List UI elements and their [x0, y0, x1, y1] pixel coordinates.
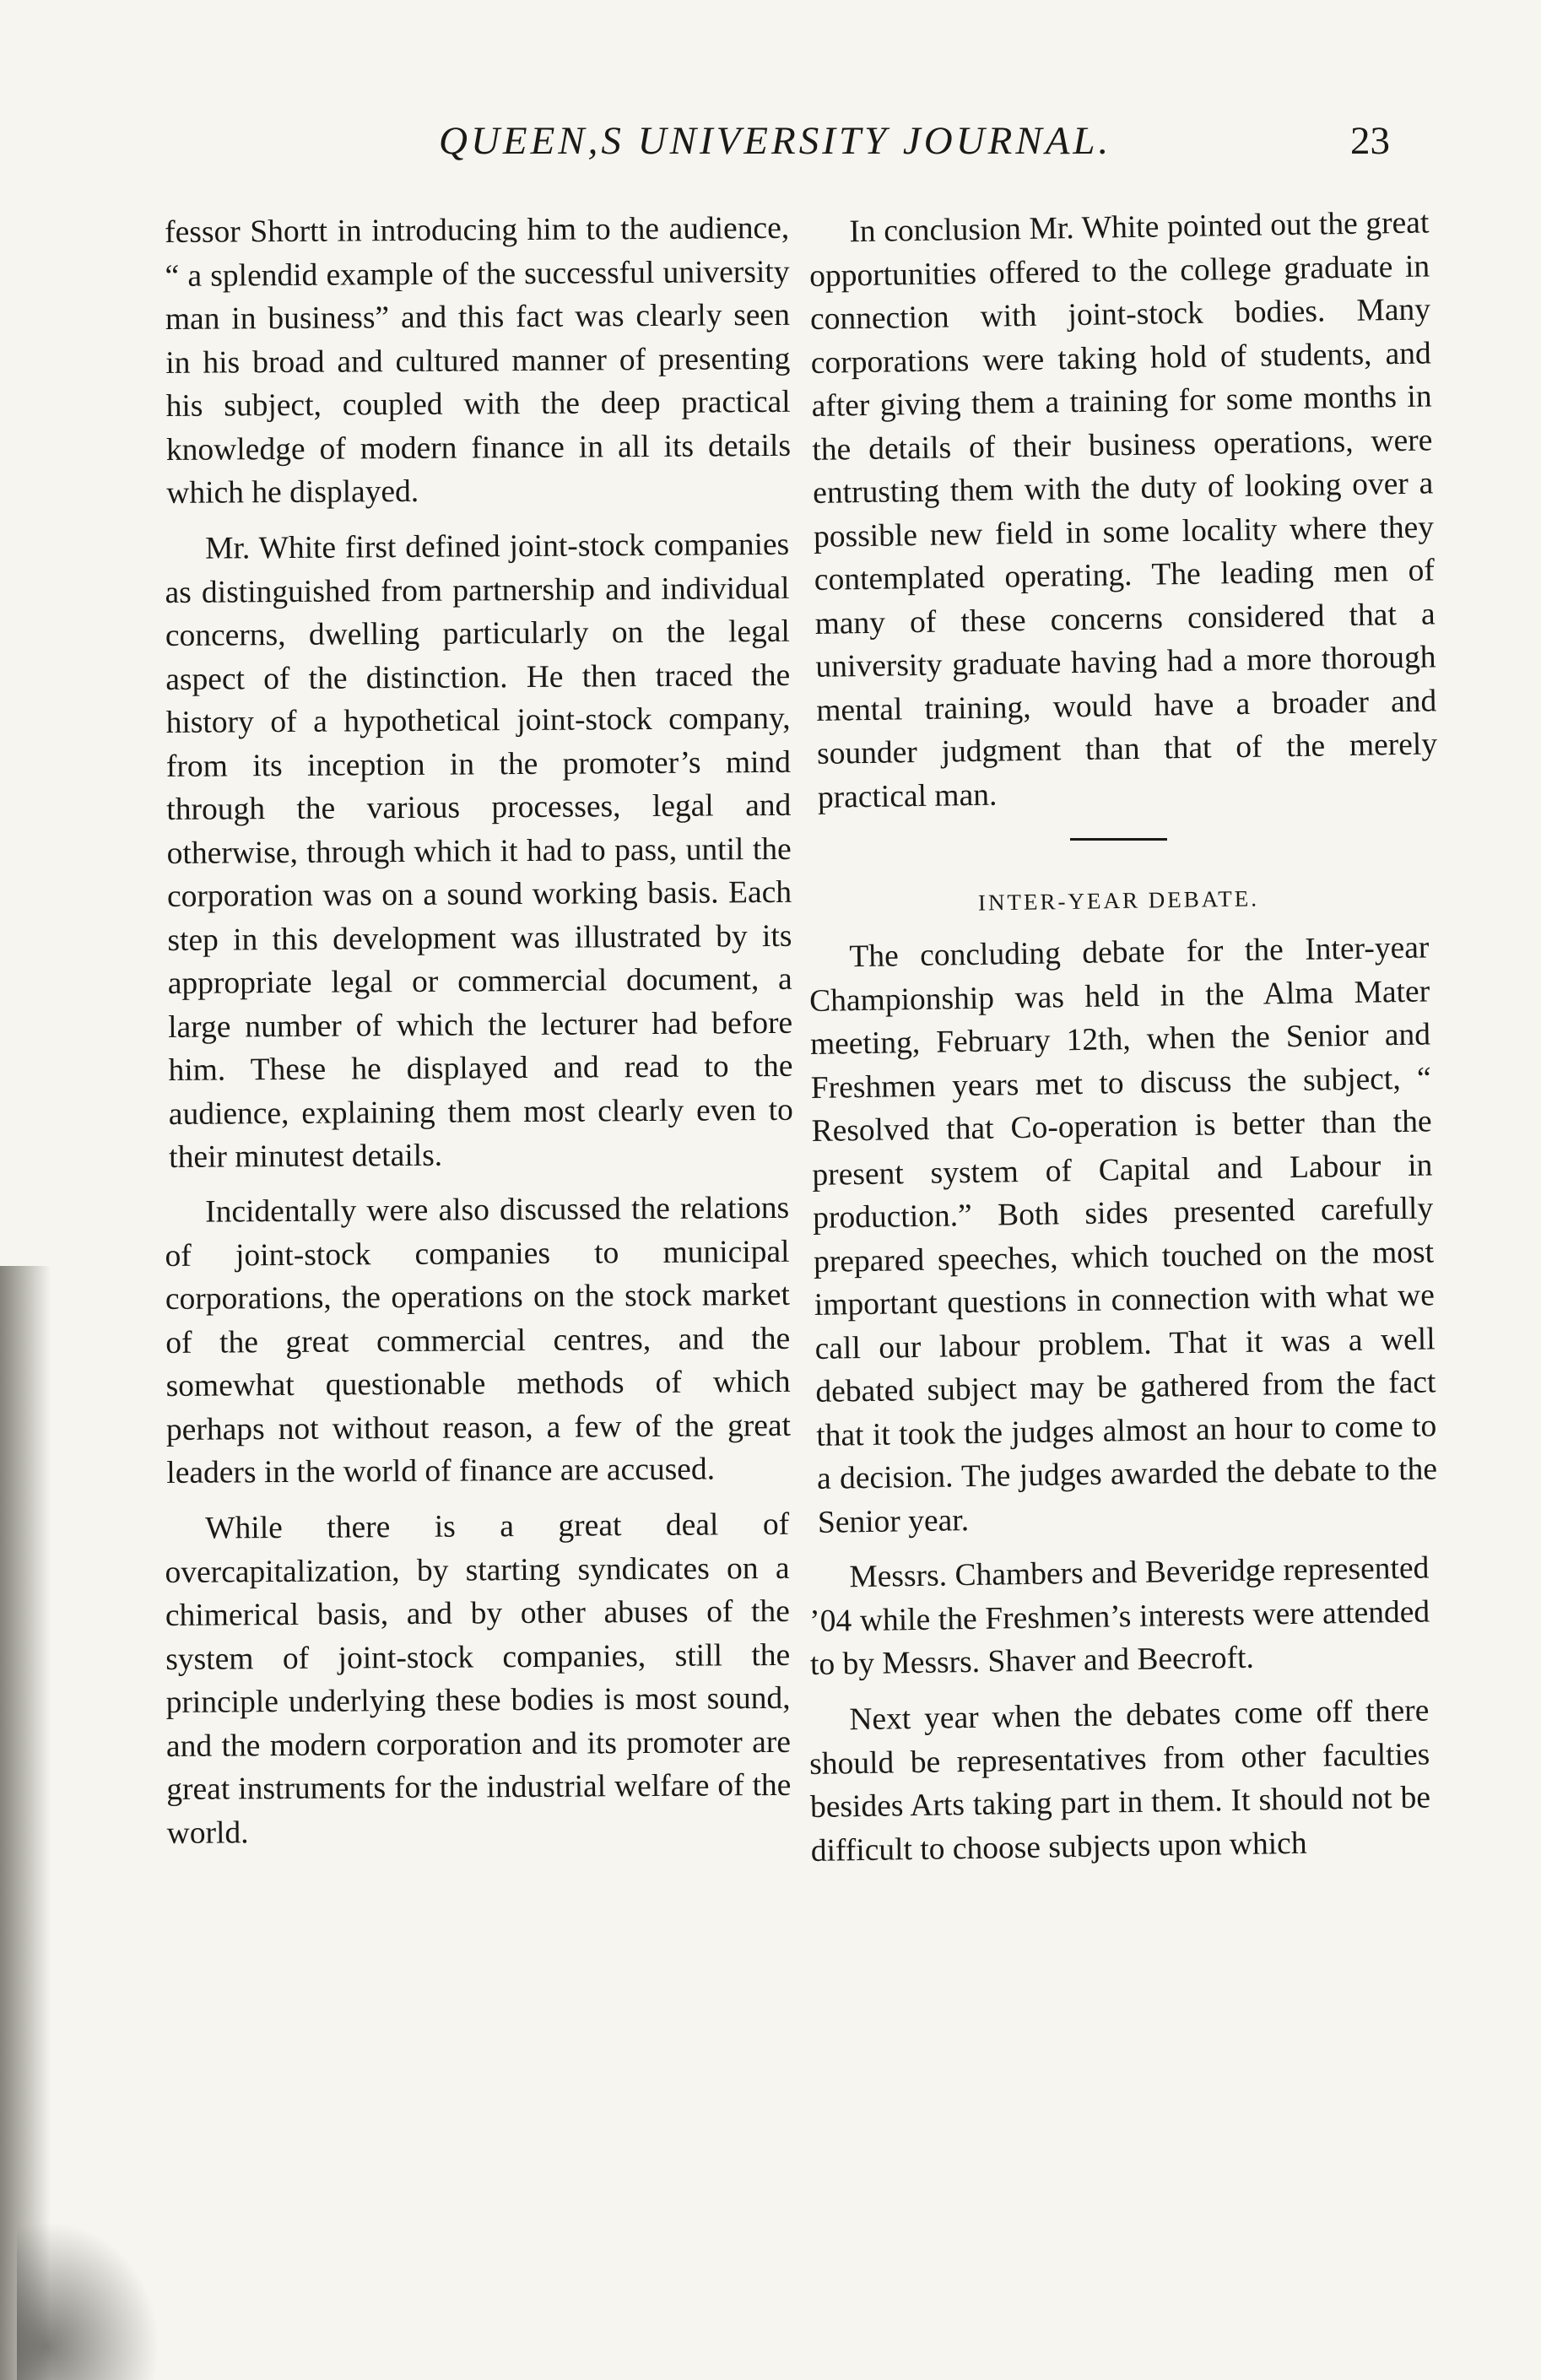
journal-title: QUEEN,S UNIVERSITY JOURNAL.: [439, 119, 1112, 163]
paragraph: fessor Shortt in introducing him to the audience, “ a splendid example of the successful university man in business” and this fact was clearly seen in his broad and cultured manner of presenting his subject, coupled with the deep practical knowledge of modern finance in all its details which he displayed.: [165, 210, 792, 511]
paragraph: In conclusion Mr. White pointed out the great opportunities offered to the college graduate in connection with joint-stock bodies. Many corporations were taking hold of students, and after giving them a training for some months in the details of their business operations, were entrusting them with the duty of looking over a possible new field in some locality where they contemplated operating. The leading men of many of these concerns considered that a university graduate having had a more thorough mental training, would have a broader and sounder judgment than that of the merely practical man.: [808, 205, 1438, 815]
paragraph: Messrs. Chambers and Beveridge represented ’04 while the Freshmen’s interests were attended to by Messrs. Shaver and Beecroft.: [808, 1550, 1430, 1682]
running-head: [0, 118, 1541, 177]
left-column: [165, 210, 793, 1867]
paragraph: The concluding debate for the Inter-year Championship was held in the Alma Mater meeting, February 12th, when the Senior and Freshmen years met to discuss the subject, “ Resolved that Co-operation is better than the present system of Capital and Labour in production.” Both sides presented carefully prepared speeches, which touched on the most important questions in connection with what we call our labour problem. That it was a well debated subject may be gathered from the fact that it took the judges almost an hour to come to a decision. The judges awarded the debate to the Senior year.: [808, 930, 1438, 1540]
paragraph: Incidentally were also discussed the relations of joint-stock companies to municipal corporations, the operations on the stock market of the great commercial centres, and the somewhat questionable methods of which perhaps not without reason, a few of the great leaders in the world of finance are accused.: [165, 1190, 792, 1490]
section-heading: INTER-YEAR DEBATE.: [977, 885, 1260, 916]
page-corner-smudge: [17, 2211, 169, 2380]
paragraph: Mr. White first defined joint-stock companies as distinguished from partnership and individual concerns, dwelling particularly on the legal aspect of the distinction. He then traced the history of a hypothetical joint-stock company, from its inception in the promoter’s mind through the various processes, legal and otherwise, through which it had to pass, until the corporation was on a sound working basis. Each step in this development was illustrated by its appropriate legal or commercial document, a large number of which the lecturer had before him. These he displayed and read to the audience, explaining them most clearly even to their minutest details.: [165, 527, 793, 1175]
right-column: [808, 205, 1438, 1885]
section-divider: [1070, 838, 1167, 841]
paragraph: Next year when the debates come off there should be representatives from other faculties besides Arts taking part in them. It should not be difficult to choose subjects upon which: [808, 1692, 1431, 1868]
paragraph: While there is a great deal of overcapitalization, by starting syndicates on a chimerical basis, and by other abuses of the system of joint-stock companies, still the principle underlying these bodies is most sound, and the modern corporation and its promoter are great instruments for the industrial welfare of the world.: [165, 1506, 792, 1850]
page-number: 23: [1350, 119, 1390, 163]
